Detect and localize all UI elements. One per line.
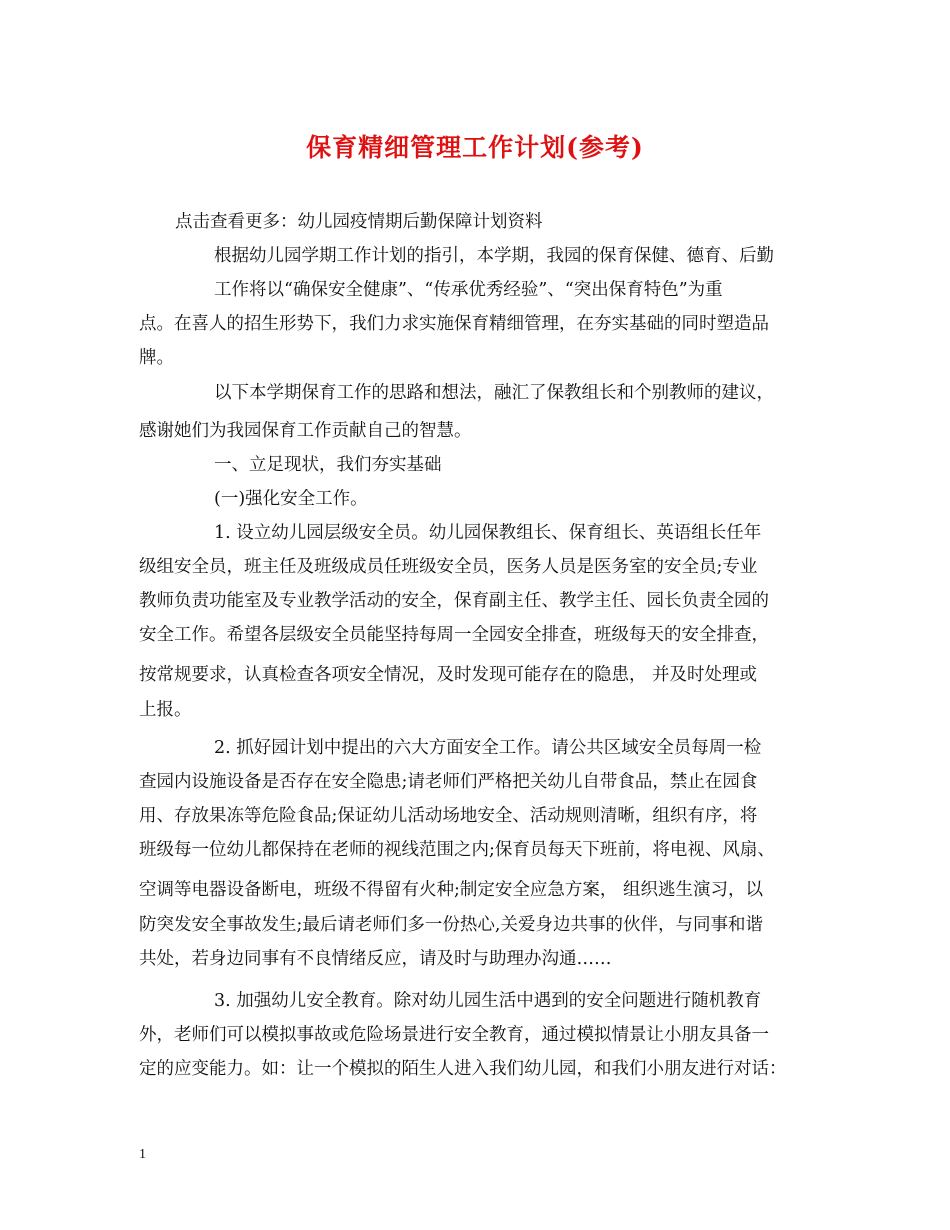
paragraph-line: 防突发安全事故发生;最后请老师们多一份热心,关爱身边共事的伙伴，与同事和谐 [139,915,763,935]
paragraph-line: 班级每一位幼儿都保持在老师的视线范围之内;保育员每天下班前，将电视、风扇、 [139,840,775,860]
paragraph-line: 定的应变能力。如：让一个模拟的陌生人进入我们幼儿园，和我们小朋友进行对话： [139,1059,787,1079]
paragraph-line: 牌。 [139,348,174,368]
paragraph-line: 上报。 [139,700,192,720]
paragraph-line: 点。在喜人的招生形势下，我们力求实施保育精细管理，在夯实基础的同时塑造品 [139,314,769,334]
paragraph-line: 空调等电器设备断电，班级不得留有火种;制定安全应急方案， 组织逃生演习，以 [139,880,763,900]
paragraph-line: 用、存放果冻等危险食品;保证幼儿活动场地安全、活动规则清晰，组织有序，将 [139,806,758,826]
paragraph-line: 教师负责功能室及专业教学活动的安全，保育副主任、教学主任、园长负责全园的 [139,591,769,611]
paragraph-line: 查园内设施设备是否存在安全隐患;请老师们严格把关幼儿自带食品，禁止在园食 [139,772,758,792]
paragraph-line: 共处，若身边同事有不良情绪反应，请及时与助理办沟通…… [139,949,612,969]
section-heading: 一、立足现状，我们夯实基础 [214,455,442,475]
paragraph-line: 1. 设立幼儿园层级安全员。幼儿园保教组长、保育组长、英语组长任年 [214,523,762,543]
paragraph-line: 以下本学期保育工作的思路和想法，融汇了保教组长和个别教师的建议， [214,383,774,403]
related-link[interactable]: 点击查看更多：幼儿园疫情期后勤保障计划资料 [175,212,543,232]
subsection-heading: (一)强化安全工作。 [214,489,368,509]
paragraph-line: 外，老师们可以模拟事故或危险场景进行安全教育，通过模拟情景让小朋友具备一 [139,1025,769,1045]
paragraph-line: 级组安全员，班主任及班级成员任班级安全员，医务人员是医务室的安全员;专业 [139,557,758,577]
paragraph-line: 3. 加强幼儿安全教育。除对幼儿园生活中遇到的安全问题进行随机教育 [214,991,762,1011]
page-number: 1 [139,1147,146,1162]
paragraph-line: 感谢她们为我园保育工作贡献自己的智慧。 [139,421,472,441]
document-title: 保育精细管理工作计划(参考) [306,133,644,162]
paragraph-line: 安全工作。希望各层级安全员能坚持每周一全园安全排查，班级每天的安全排查， [139,625,769,645]
paragraph-line: 工作将以“确保安全健康”、“传承优秀经验”、“突出保育特色”为重 [214,280,723,300]
paragraph-line: 根据幼儿园学期工作计划的指引，本学期，我园的保育保健、德育、后勤 [214,246,774,266]
paragraph-line: 2. 抓好园计划中提出的六大方面安全工作。请公共区域安全员每周一检 [214,738,762,758]
paragraph-line: 按常规要求，认真检查各项安全情况，及时发现可能存在的隐患， 并及时处理或 [139,665,758,685]
